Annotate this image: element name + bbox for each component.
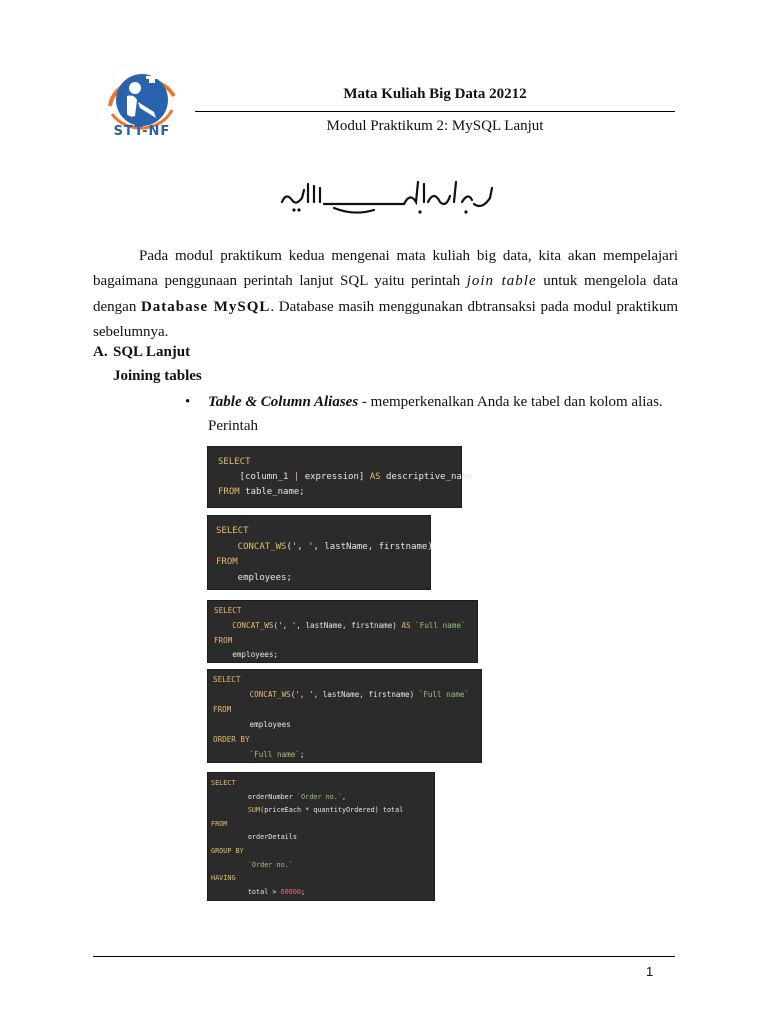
code-token: AS (369, 472, 381, 482)
code-line (214, 604, 477, 619)
logo-text: STT-NF (113, 124, 171, 139)
code-token: employees (213, 719, 291, 729)
code-line (214, 619, 477, 634)
code-token: HAVING (211, 874, 236, 883)
code-line (211, 804, 434, 818)
code-token: orderNumber (211, 792, 297, 801)
intro-text-1: Pada modul praktikum kedua mengenai mata kuliah big data, kita akan mempelajari bagaimana penggunaan perintah lanjut SQL yaitu perintah (93, 248, 678, 290)
code-line (218, 485, 461, 500)
code-line (214, 634, 477, 649)
code-token: expression] (299, 472, 370, 482)
intro-emphasis: join table (466, 273, 537, 290)
code-line (213, 673, 481, 688)
code-token: (', ', lastName, firstname) (290, 689, 419, 699)
section-title: SQL Lanjut (113, 344, 191, 360)
bullet-desc: - memperkenalkan Anda ke tabel dan kolom alias. (358, 394, 663, 410)
code-token: employees; (214, 650, 279, 660)
code-token: SELECT (214, 606, 242, 615)
code-token: `Full name` (213, 749, 300, 759)
code-token: FROM (218, 487, 240, 497)
code-block-concat (207, 515, 431, 590)
code-token: CONCAT_WS (216, 541, 287, 552)
page-number: 1 (646, 964, 654, 979)
code-token: `Full name` (410, 620, 466, 630)
course-title: Mata Kuliah Big Data 20212 (343, 86, 527, 102)
code-token: ; (301, 887, 306, 896)
code-line (211, 859, 434, 873)
intro-text-2: untuk mengelola data dengan (93, 273, 678, 315)
code-block-group-by (207, 772, 435, 901)
code-token: AS (401, 620, 411, 630)
code-line (216, 524, 430, 540)
subsection-heading: Joining tables (113, 368, 202, 384)
intro-text-3: . Database masih menggunakan dbtransaksi pada modul praktikum sebelumnya. (93, 298, 678, 341)
code-token: total > (211, 887, 281, 896)
code-token: descriptive_name (380, 472, 473, 482)
code-token: , (341, 792, 347, 801)
code-token: CONCAT_WS (213, 689, 291, 699)
section-letter: A. (93, 344, 108, 360)
code-line (213, 748, 481, 763)
bullet-term: Table & Column Aliases (208, 394, 359, 410)
code-token: SUM (211, 806, 261, 815)
code-line (211, 831, 434, 845)
bismillah-calligraphy (274, 172, 499, 218)
code-token: SELECT (213, 675, 241, 684)
code-line (218, 470, 473, 485)
code-token: (', ', lastName, firstname) (273, 620, 402, 630)
code-token: CONCAT_WS (214, 620, 274, 630)
code-token: FROM (213, 704, 232, 714)
code-token: (priceEach * quantityOrdered) total (260, 806, 404, 815)
code-token: GROUP BY (211, 846, 244, 855)
header-divider (195, 111, 675, 112)
code-line (213, 718, 481, 733)
section-heading (93, 344, 190, 361)
code-token: 60000 (280, 887, 302, 896)
code-line (216, 571, 430, 587)
intro-paragraph (93, 244, 678, 346)
code-line (216, 555, 430, 571)
code-block-order-by (207, 669, 482, 763)
code-line (211, 818, 434, 832)
code-block-alias (207, 600, 478, 663)
code-token: SELECT (211, 779, 236, 787)
code-token: `Order no.` (296, 792, 342, 801)
code-token: table_name; (239, 487, 305, 497)
code-token: FROM (211, 819, 228, 828)
code-line (211, 886, 434, 900)
code-token: [column_1 (218, 472, 294, 482)
code-token: ORDER BY (213, 734, 250, 744)
code-line (213, 703, 481, 718)
intro-strong: Database MySQL (140, 298, 271, 315)
code-line (211, 845, 434, 859)
code-line (216, 540, 433, 556)
code-line (213, 733, 481, 748)
footer-divider (93, 956, 675, 957)
bullet-text (208, 394, 663, 411)
code-line (211, 872, 434, 886)
code-token: | (293, 472, 300, 482)
perintah-label: Perintah (208, 418, 258, 434)
code-token: `Order no.` (211, 860, 293, 869)
code-block-syntax (207, 446, 473, 508)
code-token: FROM (216, 557, 238, 567)
code-token: orderDetails (211, 833, 297, 842)
code-token: `Full name` (418, 689, 470, 699)
code-line (211, 777, 434, 791)
bullet-symbol: • (185, 394, 191, 410)
code-line (213, 688, 481, 703)
code-token: employees; (216, 572, 292, 583)
module-title: Modul Praktikum 2: MySQL Lanjut (326, 118, 544, 134)
code-line (211, 791, 434, 805)
code-token: SELECT (216, 526, 249, 536)
code-line (214, 648, 477, 663)
code-token: SELECT (218, 457, 251, 467)
code-line (218, 455, 461, 470)
code-token: FROM (214, 635, 233, 645)
code-token: (', ', lastName, firstname) (286, 541, 433, 552)
code-token: ; (299, 749, 305, 759)
